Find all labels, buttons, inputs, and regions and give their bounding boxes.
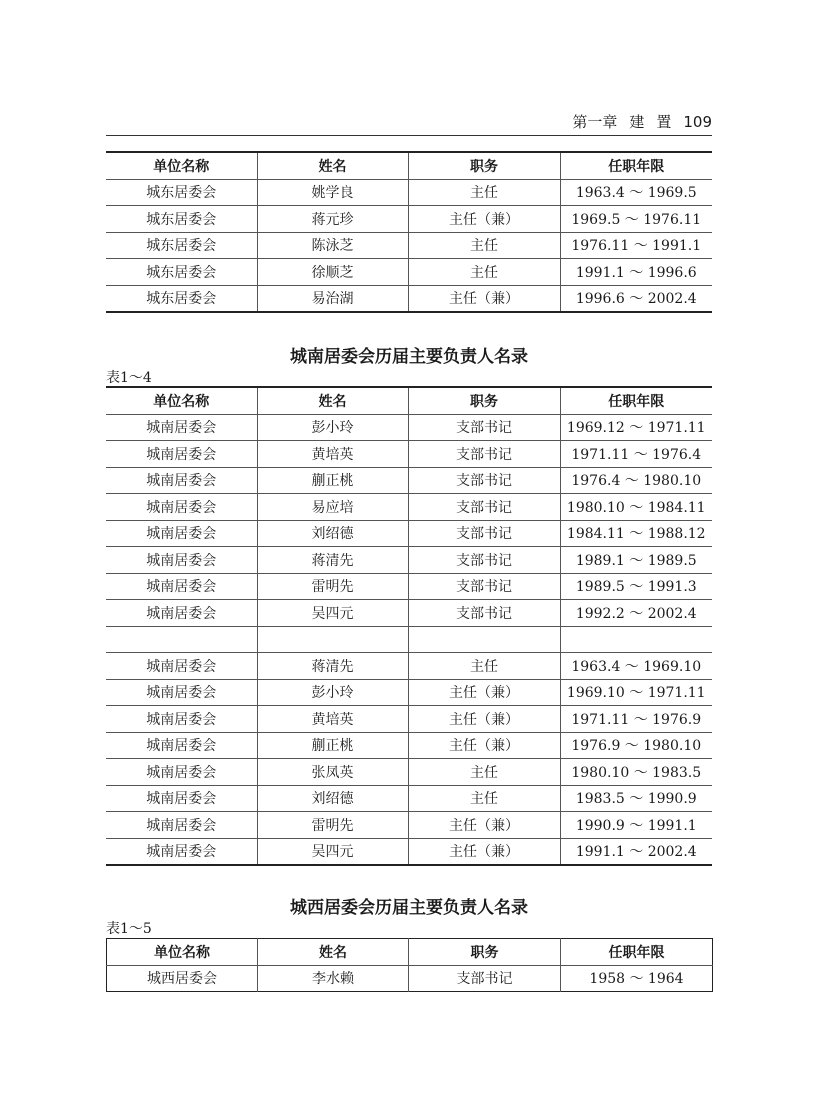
term-cell: 1976.11 ～ 1991.1 bbox=[560, 232, 712, 259]
table-row bbox=[106, 812, 712, 839]
unit-cell: 城东居委会 bbox=[106, 206, 257, 233]
chapter-title-1: 建 bbox=[629, 113, 645, 131]
term-cell: 1989.1 ～ 1989.5 bbox=[560, 547, 712, 574]
table-row bbox=[106, 285, 712, 312]
table-row bbox=[106, 653, 712, 680]
table-number-1-4: 表1～4 bbox=[106, 370, 152, 386]
term-cell: 1976.4 ～ 1980.10 bbox=[560, 467, 712, 494]
position-cell: 主任 bbox=[408, 653, 560, 680]
name-cell: 雷明先 bbox=[257, 812, 408, 839]
unit-cell: 城南居委会 bbox=[106, 838, 257, 865]
position-cell: 支部书记 bbox=[408, 441, 560, 468]
table-row bbox=[106, 547, 712, 574]
term-cell: 1969.10 ～ 1971.11 bbox=[560, 679, 712, 706]
unit-cell: 城南居委会 bbox=[106, 520, 257, 547]
term-cell: 1991.1 ～ 1996.6 bbox=[560, 259, 712, 286]
term-cell: 1971.11 ～ 1976.9 bbox=[560, 706, 712, 733]
unit-cell: 城西居委会 bbox=[147, 971, 217, 988]
section-title-chengxi: 城西居委会历届主要负责人名录 bbox=[290, 898, 528, 918]
table-row bbox=[106, 600, 712, 627]
column-header-name: 姓名 bbox=[258, 939, 409, 966]
column-header-term: 任职年限 bbox=[561, 939, 713, 966]
term-cell: 1976.9 ～ 1980.10 bbox=[560, 732, 712, 759]
name-cell bbox=[257, 626, 408, 653]
table-row bbox=[106, 259, 712, 286]
table-row bbox=[106, 441, 712, 468]
table-row bbox=[106, 232, 712, 259]
name-cell: 徐顺芝 bbox=[257, 259, 408, 286]
unit-cell: 城南居委会 bbox=[106, 600, 257, 627]
unit-cell: 城东居委会 bbox=[106, 285, 257, 312]
term-cell: 1969.5 ～ 1976.11 bbox=[560, 206, 712, 233]
table-row bbox=[106, 732, 712, 759]
position-cell: 主任（兼） bbox=[408, 706, 560, 733]
column-header-term: 任职年限 bbox=[560, 387, 712, 414]
page-number: 109 bbox=[683, 113, 712, 131]
column-header-position: 职务 bbox=[408, 152, 560, 179]
term-cell: 1969.12 ～ 1971.11 bbox=[560, 414, 712, 441]
column-header-position: 职务 bbox=[409, 939, 561, 966]
table-row bbox=[106, 206, 712, 233]
position-cell: 支部书记 bbox=[409, 965, 561, 992]
term-cell: 1958 ～ 1964 bbox=[561, 965, 713, 992]
name-cell: 黄培英 bbox=[257, 441, 408, 468]
unit-cell: 城东居委会 bbox=[106, 259, 257, 286]
name-cell: 刘绍德 bbox=[257, 785, 408, 812]
position-cell: 主任（兼） bbox=[408, 812, 560, 839]
column-header-unit: 单位名称 bbox=[107, 939, 258, 966]
name-cell: 蒋清先 bbox=[257, 653, 408, 680]
term-cell: 1991.1 ～ 2002.4 bbox=[560, 838, 712, 865]
column-header-name: 姓名 bbox=[257, 387, 408, 414]
chengdong-roster-table bbox=[106, 151, 712, 313]
unit-cell: 城南居委会 bbox=[106, 441, 257, 468]
position-cell: 支部书记 bbox=[408, 520, 560, 547]
chapter-title-2: 置 bbox=[656, 113, 672, 131]
term-cell: 1996.6 ～ 2002.4 bbox=[560, 285, 712, 312]
name-cell: 李水赖 bbox=[258, 965, 409, 992]
name-cell: 彭小玲 bbox=[257, 414, 408, 441]
section-title-chengnan: 城南居委会历届主要负责人名录 bbox=[290, 347, 528, 367]
unit-cell: 城南居委会 bbox=[106, 706, 257, 733]
table-row bbox=[106, 785, 712, 812]
unit-cell: 城南居委会 bbox=[106, 414, 257, 441]
table-row bbox=[106, 679, 712, 706]
table-header-row bbox=[106, 152, 712, 179]
term-cell bbox=[560, 626, 712, 653]
position-cell: 主任（兼） bbox=[408, 206, 560, 233]
table-row bbox=[106, 467, 712, 494]
unit-cell: 城南居委会 bbox=[106, 653, 257, 680]
column-header-unit: 单位名称 bbox=[106, 152, 257, 179]
unit-cell: 城南居委会 bbox=[106, 494, 257, 521]
name-cell: 蒋元珍 bbox=[257, 206, 408, 233]
name-cell: 易治湖 bbox=[257, 285, 408, 312]
chengnan-roster-table bbox=[106, 386, 712, 866]
position-cell: 支部书记 bbox=[408, 600, 560, 627]
unit-cell bbox=[106, 626, 257, 653]
column-header-term: 任职年限 bbox=[560, 152, 712, 179]
unit-cell: 城南居委会 bbox=[106, 812, 257, 839]
unit-cell: 城南居委会 bbox=[106, 467, 257, 494]
unit-cell: 城南居委会 bbox=[106, 759, 257, 786]
name-cell: 吴四元 bbox=[257, 838, 408, 865]
name-cell: 刘绍德 bbox=[257, 520, 408, 547]
table-header-row bbox=[107, 939, 713, 966]
name-cell: 吴四元 bbox=[257, 600, 408, 627]
unit-cell: 城南居委会 bbox=[106, 785, 257, 812]
table-row bbox=[106, 520, 712, 547]
name-cell: 黄培英 bbox=[257, 706, 408, 733]
table-row bbox=[106, 626, 712, 653]
name-cell: 雷明先 bbox=[257, 573, 408, 600]
unit-cell: 城东居委会 bbox=[106, 179, 257, 206]
position-cell: 主任 bbox=[408, 259, 560, 286]
position-cell: 主任（兼） bbox=[408, 732, 560, 759]
position-cell: 主任 bbox=[408, 232, 560, 259]
position-cell: 支部书记 bbox=[408, 494, 560, 521]
running-head bbox=[106, 113, 712, 136]
position-cell: 支部书记 bbox=[408, 573, 560, 600]
term-cell: 1980.10 ～ 1983.5 bbox=[560, 759, 712, 786]
table-row bbox=[107, 965, 713, 992]
name-cell: 蒯正桃 bbox=[257, 467, 408, 494]
unit-cell: 城东居委会 bbox=[106, 232, 257, 259]
position-cell: 主任（兼） bbox=[408, 838, 560, 865]
name-cell: 蒯正桃 bbox=[257, 732, 408, 759]
position-cell: 主任 bbox=[408, 759, 560, 786]
table-row bbox=[106, 179, 712, 206]
table-number-1-5: 表1～5 bbox=[106, 921, 152, 937]
table-row bbox=[106, 494, 712, 521]
column-header-position: 职务 bbox=[408, 387, 560, 414]
position-cell: 主任（兼） bbox=[408, 285, 560, 312]
term-cell: 1963.4 ～ 1969.5 bbox=[560, 179, 712, 206]
position-cell: 主任 bbox=[408, 785, 560, 812]
name-cell: 陈泳芝 bbox=[257, 232, 408, 259]
table-row bbox=[106, 573, 712, 600]
chapter-label: 第一章 bbox=[572, 113, 618, 131]
unit-cell: 城南居委会 bbox=[106, 547, 257, 574]
position-cell bbox=[408, 626, 560, 653]
table-header-row bbox=[106, 387, 712, 414]
name-cell: 易应培 bbox=[257, 494, 408, 521]
term-cell: 1983.5 ～ 1990.9 bbox=[560, 785, 712, 812]
position-cell: 主任（兼） bbox=[408, 679, 560, 706]
term-cell: 1984.11 ～ 1988.12 bbox=[560, 520, 712, 547]
term-cell: 1980.10 ～ 1984.11 bbox=[560, 494, 712, 521]
table-row bbox=[106, 759, 712, 786]
table-row bbox=[106, 414, 712, 441]
table-row bbox=[106, 838, 712, 865]
column-header-name: 姓名 bbox=[257, 152, 408, 179]
name-cell: 彭小玲 bbox=[257, 679, 408, 706]
name-cell: 蒋清先 bbox=[257, 547, 408, 574]
position-cell: 支部书记 bbox=[408, 547, 560, 574]
unit-cell: 城南居委会 bbox=[106, 732, 257, 759]
term-cell: 1990.9 ～ 1991.1 bbox=[560, 812, 712, 839]
term-cell: 1971.11 ～ 1976.4 bbox=[560, 441, 712, 468]
term-cell: 1963.4 ～ 1969.10 bbox=[560, 653, 712, 680]
name-cell: 张凤英 bbox=[257, 759, 408, 786]
name-cell: 姚学良 bbox=[257, 179, 408, 206]
position-cell: 支部书记 bbox=[408, 467, 560, 494]
unit-cell: 城南居委会 bbox=[106, 573, 257, 600]
term-cell: 1992.2 ～ 2002.4 bbox=[560, 600, 712, 627]
position-cell: 支部书记 bbox=[408, 414, 560, 441]
table-row bbox=[106, 706, 712, 733]
column-header-unit: 单位名称 bbox=[106, 387, 257, 414]
term-cell: 1989.5 ～ 1991.3 bbox=[560, 573, 712, 600]
chengxi-roster-table bbox=[106, 938, 713, 992]
unit-cell: 城南居委会 bbox=[106, 679, 257, 706]
position-cell: 主任 bbox=[408, 179, 560, 206]
